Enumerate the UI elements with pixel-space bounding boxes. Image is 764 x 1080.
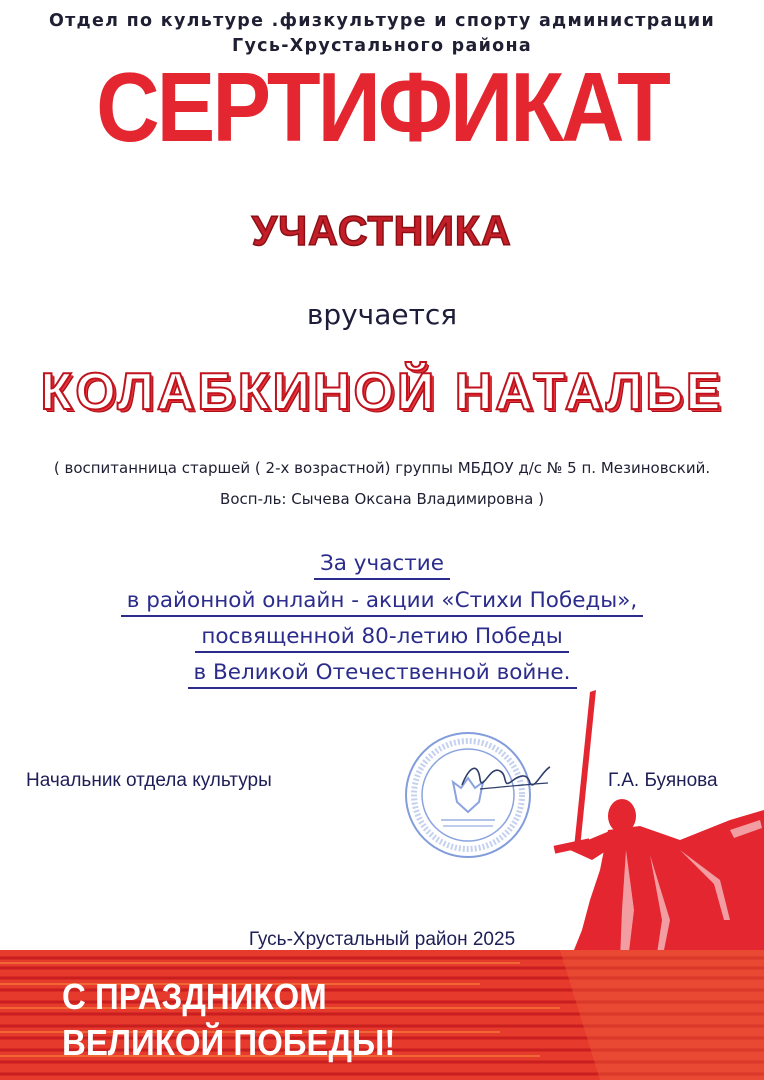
reason-line3 <box>0 626 764 653</box>
header-district: Гусь-Хрустального района <box>232 36 532 56</box>
certificate-title <box>0 51 764 163</box>
awarded-label: вручается <box>306 298 458 331</box>
motherland-calls-statue-icon <box>530 670 764 960</box>
reason-line1-text: За участие <box>314 553 450 580</box>
reason-line4-text: в Великой Отечественной войне. <box>188 662 577 689</box>
recipient-description-line2: Восп-ль: Сычева Оксана Владимировна ) <box>220 490 544 508</box>
signatory-position: Начальник отдела культуры <box>26 770 272 791</box>
reason-line2 <box>0 590 764 617</box>
certificate-subtitle-text: УЧАСТНИКА <box>251 207 513 254</box>
place-and-year: Гусь-Хрустальный район 2025 <box>248 929 516 950</box>
reason-line1 <box>0 553 764 580</box>
recipient-name-text: КОЛАБКИНОЙ НАТАЛЬЕ <box>40 363 724 421</box>
header-organization: Отдел по культуре .физкультуре и спорту администрации <box>48 11 716 31</box>
certificate-subtitle <box>0 207 764 254</box>
reason-line3-text: посвященной 80-летию Победы <box>195 626 568 653</box>
certificate-title-text: СЕРТИФИКАТ <box>96 51 668 163</box>
signature-scribble <box>450 745 560 805</box>
recipient-description-line1: ( воспитанница старшей ( 2-х возрастной) группы МБДОУ д/с № 5 п. Мезиновский. <box>53 459 711 477</box>
reason-line2-text: в районной онлайн - акции «Стихи Победы», <box>121 590 644 617</box>
banner-line1: С ПРАЗДНИКОМ <box>62 975 327 1017</box>
signatory-name: Г.А. Буянова <box>608 770 718 791</box>
recipient-name <box>0 363 764 421</box>
banner-line2: ВЕЛИКОЙ ПОБЕДЫ! <box>62 1021 396 1063</box>
